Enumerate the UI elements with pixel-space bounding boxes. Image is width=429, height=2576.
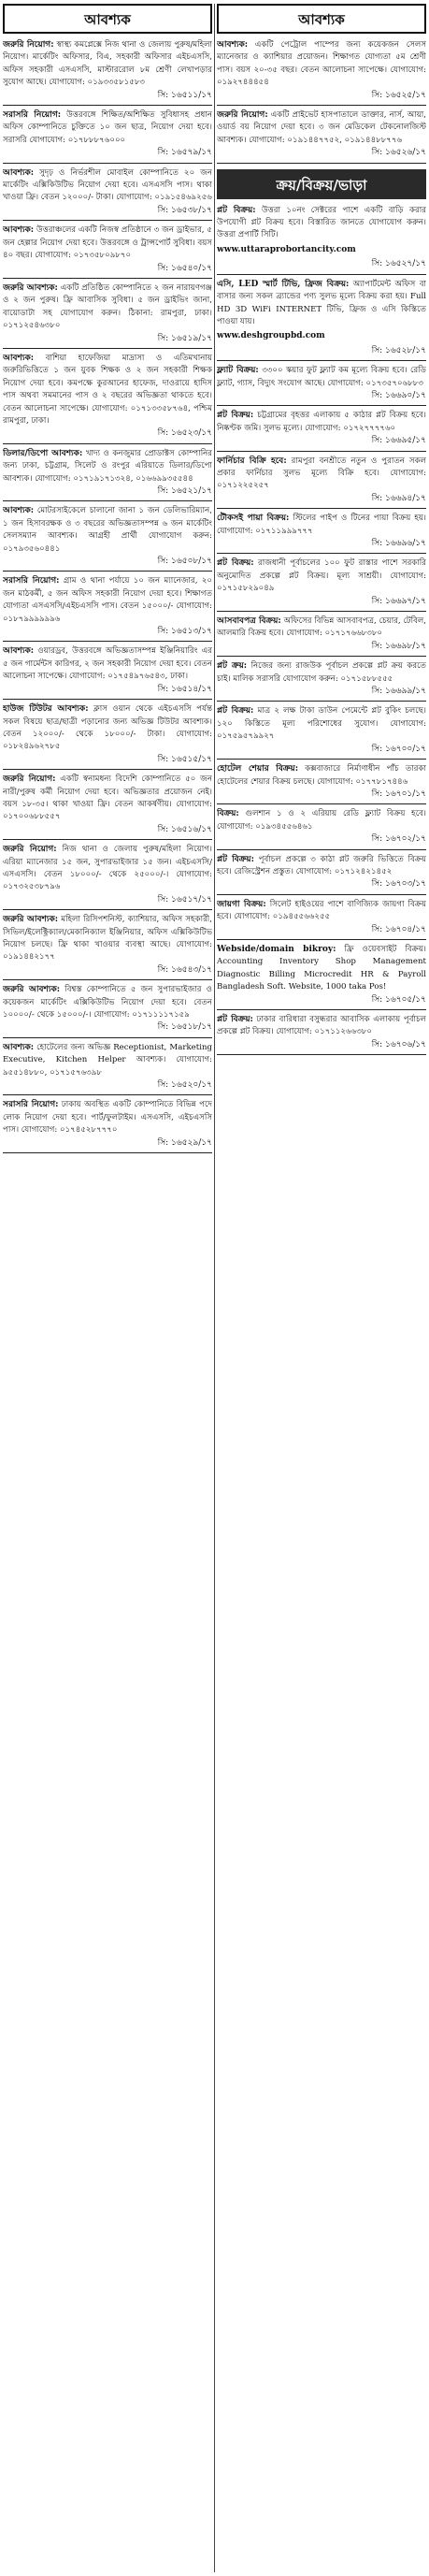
ad-divider	[3, 500, 212, 501]
ad-heading: প্লট বিক্রয়:	[217, 1015, 253, 1024]
ad-divider	[3, 1094, 212, 1095]
classified-ad	[217, 410, 426, 451]
ad-divider	[217, 939, 426, 940]
ad-code: সি: ১৬৫১৮/১৭	[157, 1022, 212, 1033]
ad-heading: প্লট ক্রয়:	[217, 661, 248, 672]
classified-ad	[217, 660, 426, 702]
column-divider	[214, 4, 215, 2572]
ad-code: সি: ১৬৫২৭/১৭	[371, 259, 426, 269]
classified-ad	[217, 615, 426, 657]
ad-divider	[217, 611, 426, 612]
ad-body: হোটেলের জন্য অভিজ্ঞ Receptionist, Marketing Executive, Kitchen Helper আবশ্যক। যোগাযোগ: ৯৫৫১৪৮৮০, ০১৭১৫৭৬৩৯৮	[3, 1042, 212, 1078]
right-section-header: আবশ্যক	[217, 4, 426, 34]
ad-body: বাশিয়া হাফেজিয়া মাদ্রাসা ও এতিমখানায় জরুরিভিত্তিতে ১ জন যুবক শিক্ষক ও ২ জন সহকারী শিক্ষক নিয়োগ দেয়া হবে। কমপক্ষে কুরআনের হাফেজ, দাওরায়ে হাদিস পাস অথবা সমমানের পাস ও ২ বছরের অভিজ্ঞতা থাকতে হবে। বেতন আলোচনা সাপেক্ষে। যোগাযোগ: ০১৭১৩৩৫৮৭৬৪, পশ্চিম রামপুরা, ঢাকা।	[3, 353, 212, 426]
ad-code: সি: ১৬৫১৯/১৭	[157, 333, 212, 343]
ad-heading: সরাসরি নিয়োগ:	[3, 1100, 59, 1110]
ad-heading: প্লট বিক্রয়:	[217, 854, 254, 864]
ad-body: অফিসের বিভিন্ন আসবাবপত্র, চেয়ার, টেবিল, আলমারি বিক্রয় হবে। যোগাযোগ: ০১৭১৭৬৬৮৩৮০	[217, 616, 426, 639]
classified-ad	[3, 984, 212, 1038]
classified-ad	[217, 854, 426, 895]
ad-divider	[217, 701, 426, 702]
classified-ad	[3, 353, 212, 444]
classified-ad	[3, 844, 212, 910]
ad-divider	[217, 656, 426, 657]
ad-heading: হাউজ টিউটর আবশ্যক:	[3, 704, 89, 715]
ad-heading: আসবাবপত্র বিক্রয়:	[217, 616, 281, 627]
ad-divider	[217, 274, 426, 275]
ad-website-link[interactable]: www.deshgroupbd.com	[217, 331, 325, 341]
ad-body: একটি পেট্রোল পাম্পের জন্য কয়েকজন সেলস ম্যানেজার ও ক্যাশিয়ার প্রয়োজন। শিক্ষাগত যোগ্যতা ৫ম শ্রেণী পাস। বয়স ২০-৩৫ বছর। বেতন আলোচনা সাপেক্ষে। যোগাযোগ: ০১৯২৭৪৪৪৫৪	[217, 40, 426, 88]
ad-divider	[3, 839, 212, 840]
ad-heading: জরুরি নিয়োগ:	[3, 40, 54, 50]
left-column	[3, 4, 212, 2572]
ad-code: সি: ১৬৫২৬/১৭	[371, 148, 426, 158]
ad-code: সি: ১৬৫০৮/১৭	[157, 557, 212, 567]
ad-divider	[3, 909, 212, 910]
ad-divider	[217, 894, 426, 895]
ad-heading: আবশ্যক:	[3, 225, 35, 236]
ad-body: উত্তরা ১০নং সেক্টরের পাশে একটি বাড়ি করার উপযোগী প্লট বিক্রয় হবে। বিস্তারিত জানতে যোগাযোগ করুন। উত্তরা প্রপার্টি সিটি।	[217, 205, 426, 240]
ad-heading: ফ্ল্যাট বিক্রয়:	[217, 366, 259, 376]
right-ads-top-list	[217, 39, 426, 164]
classified-ad	[3, 1099, 212, 1153]
ad-body: নিজের জন্য রাজউক পূর্বাচল প্রকল্পে প্লট ক্রয় করতে চাই। মালিক সরাসরি যোগাযোগ করুন: ০১৭১৫৮৮৫৫৫	[217, 661, 426, 684]
ad-code: সি: ১৬৭০৩/১৭	[371, 879, 426, 890]
ad-body: একটি প্রাইভেট হাসপাতালে ডাক্তার, নার্স, আয়া, ওয়ার্ড বয় নিয়োগ দেয়া হবে। ৩ জন মেডিকেল টেকনোলজিস্ট আবশ্যক। যোগাযোগ: ০১৯১৪৪৭৭৫২, ০১৯১৪৪৮৮৭৭৬	[217, 110, 426, 145]
ad-heading: প্লট বিক্রয়:	[217, 558, 254, 569]
classified-ad	[217, 513, 426, 554]
ad-heading: জরুরি নিয়োগ:	[3, 845, 57, 855]
ad-body: ঢাকার বারিধারা বসুন্ধরার আবাসিক এলাকায় পূর্বাচল প্রকল্পে প্লট বিক্রয়। যোগাযোগ: ০১৭১১২৬৬৩৮০	[217, 1015, 426, 1037]
left-section-header: আবশ্যক	[3, 4, 212, 34]
ad-heading: জায়গা বিক্রয়:	[217, 899, 266, 909]
classified-ad	[217, 365, 426, 406]
ad-code: সি: ১৬৫১৭/১৭	[157, 894, 212, 904]
ad-body: ঢাকায় অবস্থিত একটি কোম্পানিতে বিভিন্ন পদে লোক নিয়োগ দেয়া হবে। পার্ট/ফুলটাইম। এসএসসি, এইচএসসি পাস। যোগাযোগ: ০১৭৪৫২৮৭৭৭০	[3, 1100, 212, 1136]
right-ads-bottom-list	[217, 205, 426, 1056]
ad-code: সি: ১৬৫৪৩/১৭	[157, 964, 212, 975]
ad-divider	[3, 641, 212, 642]
ad-code: সি: ১৬৭০০/১৭	[371, 744, 426, 754]
buy-sell-rent-header: ক্রয়/বিক্রয়/ভাড়া	[217, 169, 426, 199]
ad-divider	[3, 699, 212, 700]
ad-code: সি: ১৬৫১৩/১৭	[157, 627, 212, 637]
ad-code: সি: ১৬৭০২/১৭	[371, 834, 426, 845]
ad-heading: এসি, LED স্মার্ট টিভি, ফ্রিজ বিক্রয়:	[217, 279, 350, 289]
ad-code: সি: ১৬৬৯০/১৭	[371, 390, 426, 400]
ad-code: সি: ১৬৫২০/১৭	[157, 1080, 212, 1091]
ad-code: সি: ১৬৫১৫/১৭	[157, 754, 212, 764]
classified-ad	[3, 575, 212, 642]
ad-body: কক্সবাজারে নির্মাণাধীন পাঁচ তারকা হোটেলের শেয়ার বিক্রয় চলছে। যোগাযোগ: ০১৭৭৮১৭৪৪৬	[217, 764, 426, 787]
ad-divider	[3, 1152, 212, 1153]
classified-ad	[3, 914, 212, 980]
ad-divider	[217, 360, 426, 361]
ad-divider	[217, 553, 426, 554]
ad-website-link[interactable]: www.uttaraprobortancity.com	[217, 244, 356, 254]
ad-heading: ফার্নিচার বিক্রি হবে:	[217, 456, 287, 466]
ad-divider	[3, 769, 212, 770]
ad-code: সি: ১৬৬৯৯/১৭	[371, 687, 426, 697]
ad-body: একটি স্বনামধন্য বিদেশি কোম্পানিতে ৫০ জন নারী/পুরুষ কর্মী নিয়োগ দেয়া হবে। অভিজ্ঞতার প্রয়োজন নেই। বয়স ১৮-৩৫। থাকা খাওয়া ফ্রি। বেতন আকর্ষণীয়। যোগাযোগ: ০১৭০০৬৮৮৫৫৭	[3, 774, 212, 822]
ad-code: সি: ১৬৫১৪/১৭	[157, 684, 212, 694]
ad-heading: ডিলার/ডিপো আবশ্যক:	[3, 448, 83, 458]
ad-code: সি: ১৬৫২১/১৭	[157, 486, 212, 496]
classified-ad	[3, 645, 212, 700]
ad-divider	[217, 759, 426, 760]
ad-heading: আবশ্যক:	[3, 167, 35, 178]
ad-heading: আবশ্যক:	[3, 353, 35, 363]
ad-divider	[3, 105, 212, 106]
ad-divider	[3, 163, 212, 164]
classified-ad	[3, 1042, 212, 1096]
ad-body: নিজ থানা ও জেলায় পুরুষ/মহিলা নিয়োগ। এরিয়া ম্যানেজার ১৫ জন, সুপারভাইজার ১৫ জন। এইচএসসি/এসএসসি। বেতন ১৮০০০/- থেকে ২৫০০০/-। যোগাযোগ: ০১৭৩২৫৩৮৭৯৬	[3, 845, 212, 892]
ad-heading: টৌকসই পায়া বিক্রয়:	[217, 514, 290, 524]
classified-ad	[217, 557, 426, 612]
ad-divider	[217, 451, 426, 452]
ad-body: খাদ্য ও কনজুমার প্রোডাক্টস কোম্পানির জন্য ঢাকা, চট্টগ্রাম, সিলেট ও রংপুর এরিয়াতে ডিলার/ডিপো আবশ্যক। যোগাযোগ: ০১৭১৯১৭১৩২৪, ০১৬৬৯৯৩৫৫৪৪	[3, 448, 212, 484]
ad-body: ক্লাস ওয়ান থেকে এইচএসসি পর্যন্ত সকল বিষয়ে ছাত্র/ছাত্রী পড়ানোর জন্য অভিজ্ঞ টিউটর আবশ্যক। বেতন ১২০০০/- থেকে ১৮০০০/- টাকা। যোগাযোগ: ০১৮২৪৯৬২৭৮৫	[3, 704, 212, 752]
ad-code: সি: ১৬৫২৮/১৭	[371, 345, 426, 355]
classified-ad	[217, 705, 426, 760]
ad-code: সি: ১৬৫২৩/১৭	[157, 428, 212, 439]
ad-divider	[3, 348, 212, 349]
ad-code: সি: ১৬৬৯৫/১৭	[371, 436, 426, 446]
classified-ad	[217, 1014, 426, 1055]
ad-code: সি: ১৬৫৭৯/১৭	[157, 148, 212, 158]
ad-body: পূর্বাচল প্রকল্পে ৩ কাঠা প্লট জরুরি ভিত্তিতে বিক্রয় হবে। রেজিস্ট্রেশন প্রস্তুত। যোগাযোগ: ০১৭১২৪২১৪৫২	[217, 854, 426, 876]
classified-ad	[217, 109, 426, 164]
ad-code: সি: ১৬৬৯৮/১৭	[371, 641, 426, 651]
right-column	[217, 4, 426, 2572]
classified-ad	[3, 774, 212, 840]
ad-divider	[217, 803, 426, 804]
classified-ad	[3, 505, 212, 572]
ad-body: অ্যাপার্টমেন্ট অফিস বা বাসার জন্য সকল ব্র্যান্ডের পণ্য সুলভ মূল্যে বিক্রয় করা হয়। Full HD 3D WiFi INTERNET টিভি, ফ্রিজ ও এসি কিস্তিতে পাওয়া যায়।	[217, 279, 426, 326]
ad-heading: জরুরি নিয়োগ:	[3, 774, 56, 785]
ad-heading: জরুরি আবশ্যক:	[3, 282, 58, 293]
ad-body: ৩৩০০ স্কয়ার ফুট ফ্ল্যাট কম মূল্যে বিক্রয় হবে। রেডি ফ্ল্যাট, গ্যাস, বিদ্যুৎ সংযোগ আছে। যোগাযোগ: ০১৭৩৫৭০৬৮৮৩	[217, 366, 426, 388]
classified-ad	[217, 39, 426, 106]
classified-ad	[3, 224, 212, 279]
ad-heading: আবশ্যক:	[3, 646, 35, 657]
ad-heading: আবশ্যক:	[217, 40, 249, 50]
ad-code: সি: ১৬৫১১/১৭	[157, 90, 212, 100]
ad-code: সি: ১৬৬৯৪/১৭	[371, 493, 426, 503]
ad-code: সি: ১৬৫৩৮/১৭	[157, 205, 212, 215]
ad-body: স্বাস্থ্য কমপ্লেক্সে নিজ থানা ও জেলায় পুরুষ/মহিলা নিয়োগ। মার্কেটিং অফিসার, বিএ, সহকারী অফিসার এইচএসসি, অফিস সহকারী এসএসসি, মাস্টাররোল ৮ম শ্রেণী লেখাপড়ার সুযোগ আছে। যোগাযোগ: ০১৯৩৩৫৮১৫৮৩	[3, 40, 212, 88]
ad-heading: প্লট বিক্রয়:	[217, 706, 254, 716]
ad-body: চট্টগ্রামের বৃহত্তর এলাকায় ৫ কাঠার প্লট বিক্রয় হবে। নিষ্কণ্টক জমি। সুলভ মূল্যে। যোগাযোগ: ০১৭২৭৭৭৭৬০	[217, 411, 426, 433]
classified-ad	[217, 899, 426, 940]
ad-divider	[217, 105, 426, 106]
ad-divider	[217, 163, 426, 164]
ad-body: সুদৃঢ় ও নির্ভরশীল মোবাইল কোম্পানিতে ২০ জন মার্কেটিং এক্সিকিউটিভ নিয়োগ দেয়া হবে। এসএসসি পাস। থাকা খাওয়া ফ্রি। বেতন ১২০০০/- টাকা। যোগাযোগ: ০১৯১৫৪৬৯২৫৬	[3, 167, 212, 203]
ad-body: রামপুরা বনশ্রীতে নতুন ও পুরাতন সকল প্রকার ফার্নিচার সুলভ মূল্যে বিক্রি হবে। যোগাযোগ: ০১৭১২২৫২৫৭	[217, 456, 426, 491]
ad-code: সি: ১৬৫১৬/১৭	[157, 824, 212, 834]
classified-ad	[3, 282, 212, 349]
ad-body: মাত্র ২ লক্ষ টাকা ডাউন পেমেন্টে প্লট বুকিং চলছে। ১২০ কিস্তিতে মূল্য পরিশোধের সুযোগ। যোগাযোগ: ০১৭৫৯৫৭৯৯২৭	[217, 706, 426, 742]
ad-heading: আবশ্যক:	[3, 1042, 35, 1052]
ad-divider	[217, 1009, 426, 1010]
classified-ad	[3, 167, 212, 222]
ad-body: একটি প্রতিষ্ঠিত কোম্পানিতে ২ জন নারায়ণগঞ্জ ও ২ জন পুরুষ। ফ্রি আবাসিক সুবিধা। ৫ জন ড্রাইভিং জানা, বায়োডাটা সহ যোগাযোগ করুন। ঠিকানা: রামপুরা, ঢাকা। ০১৭১২৫৪৬৩৮০	[3, 282, 212, 331]
ad-heading: আবশ্যক:	[3, 506, 35, 516]
ad-divider	[3, 571, 212, 572]
left-ads-list	[3, 39, 212, 1153]
ad-body: গ্রাম ও থানা পর্যায়ে ১০ জন ম্যানেজার, ২০ জন মাঠকর্মী, ৫ জন অফিস সহকারী নিয়োগ দেয়া হবে। শিক্ষাগত যোগ্যতা এসএসসি/এইচএসসি পাস। বেতন ১৫০০০/- যোগাযোগ: ০১৮৭৯৯৯৯৯৯৬	[3, 576, 212, 624]
classified-ad	[217, 205, 426, 275]
ad-heading: জরুরি আবশ্যক:	[3, 985, 61, 995]
ad-divider	[3, 1037, 212, 1038]
ad-code: সি: ১৬৭০৫/১৭	[371, 994, 426, 1005]
ad-body: স্টিলের পাইপ ও টিনের পায়া বিক্রয় হয়। যোগাযোগ: ০১৭১১৯৯৯৭৭৭	[217, 514, 426, 536]
ad-body: বিশ্বস্ত কোম্পানিতে ৫ জন সুপারভাইজার ও কয়েকজন মার্কেটিং এক্সিকিউটিভ নিয়োগ দেয়া হবে। বেতন ১০০০০/- থেকে ১৫০০০/-। যোগাযোগ: ০১৭১১১১৭১৫৯	[3, 985, 212, 1020]
ad-heading: জরুরি আবশ্যক:	[3, 915, 59, 925]
ad-divider	[217, 849, 426, 850]
ad-divider	[3, 278, 212, 279]
ad-code: সি: ১৬৭০১/১৭	[371, 789, 426, 799]
ad-heading: প্লট বিক্রয়:	[217, 205, 256, 215]
classified-ad	[217, 763, 426, 804]
ad-code: সি: ১৬৫৪০/১৭	[157, 263, 212, 273]
ad-code: সি: ১৬৭০৪/১৭	[371, 924, 426, 934]
ad-heading: সরাসরি নিয়োগ:	[3, 576, 60, 586]
ad-body: মোটরসাইকেলে চালানো জানা ১ জন ডেলিভারিম্যান, ১ জন হিসাবরক্ষক ও ৩ বছরের অভিজ্ঞতাসম্পন্ন ৬ জন মার্কেটিং সেলসম্যান আবশ্যক। আগ্রহী প্রার্থী যোগাযোগ করুন: ০১৭৯৩৫৬০৪৪১	[3, 506, 212, 554]
ad-code: সি: ১৬৬৯৭/১৭	[371, 596, 426, 606]
classified-ad	[217, 279, 426, 361]
ad-heading: সরাসরি নিয়োগ:	[3, 110, 62, 121]
ad-code: সি: ১৬৬৯৬/১৭	[371, 539, 426, 548]
ad-body: উত্তরবঙ্গে শিক্ষিত/অশিক্ষিত সুবিধাসহ প্রধান অফিস কোম্পানিতে চুক্তিতে ১০ জন ছাত্র, নিয়োগ দেয়া হবে। সরাসরি যোগাযোগ: ০১৭৮৮৮৭৬০০০	[3, 110, 212, 145]
ad-code: সি: ১৬৫২৯/১৭	[157, 1137, 212, 1148]
ad-divider	[217, 405, 426, 406]
ad-code: সি: ১৬৫২৫/১৭	[371, 90, 426, 100]
ad-body: গুলশান ১ ও ২ এরিয়ায় রেডি ফ্ল্যাট বিক্রয় হবে। যোগাযোগ: ০১৯৩৪৫৫৬৪৬১	[217, 809, 426, 832]
classified-ad	[3, 448, 212, 502]
ad-body: রাজধানী পূর্বাচলের ১০০ ফুট রাস্তার পাশে সরকারি অনুমোদিত প্রকল্পে প্লট বিক্রয়। মূল্য সাশ্রয়ী। যোগাযোগ: ০১৭১৫৮২৯০৪৯	[217, 558, 426, 594]
ad-body: ফ্রি ওয়েবসাইট বিক্রয়। Accounting Inventory Shop Management Diagnostic Billing Microcredit HR & Payroll Bangladesh Soft. Website, 1000 taka Pos!	[217, 944, 426, 992]
ad-divider	[3, 220, 212, 221]
ad-heading: বিক্রয়:	[217, 809, 239, 819]
classified-ad	[217, 944, 426, 1010]
classified-ad	[3, 703, 212, 770]
classified-ad	[217, 808, 426, 849]
ad-heading: হোটেল শেয়ার বিক্রয়:	[217, 764, 299, 774]
ad-body: মহিলা রিসিপশনিস্ট, ক্যাশিয়ার, অফিস সহকারী, সিভিল/ইলেক্ট্রিক্যাল/মেকানিক্যাল ইঞ্জিনিয়ার, অফিস এক্সিকিউটিভ নিয়োগ চলছে। ফ্রি থাকা খাওয়ার ব্যবস্থা আছে। যোগাযোগ: ০১৯১৪৪২১৭৭	[3, 915, 212, 962]
classified-ad	[3, 39, 212, 106]
ad-divider	[3, 979, 212, 980]
ad-divider	[217, 508, 426, 509]
ad-body: ওয়ারড্রব, উত্তরবঙ্গে অভিজ্ঞতাসম্পন্ন ইঞ্জিনিয়ারিং এর ৫ জন গার্মেন্টস কারিগর, ২ জন সহকারী নিয়োগ দেয়া হবে। বেতন আলোচনা সাপেক্ষে। যোগাযোগ: ০১৭৫৪৯৭৬৫৪৩, ঢাকা।	[3, 646, 212, 682]
ad-divider	[3, 443, 212, 444]
ad-heading: Webside/domain bikroy:	[217, 944, 336, 954]
ad-divider	[217, 1054, 426, 1055]
ad-body: উত্তরাঞ্চলের একটি নিজস্ব প্রতিষ্ঠানে ৩ জন ড্রাইভার, ৫ জন হেল্পার নিয়োগ দেয়া হবে। উত্তরবঙ্গে ও ট্রান্সপোর্ট সুবিধা। বয়স ৪০ বছর। যোগাযোগ: ০১৭৩৫৮০৯৮৭০	[3, 225, 212, 261]
classified-ad	[217, 456, 426, 510]
ad-heading: জরুরি নিয়োগ:	[217, 110, 268, 121]
ad-body: সিলেট হাইওয়ের পাশে বাণিজ্যিক জায়গা বিক্রয় হবে। যোগাযোগ: ০১৯৪৫৫৬৬২৫৫	[217, 899, 426, 922]
classified-ad	[3, 109, 212, 164]
ad-heading: প্লট বিক্রয়:	[217, 411, 254, 421]
ad-code: সি: ১৬৭০৬/১৭	[371, 1039, 426, 1049]
